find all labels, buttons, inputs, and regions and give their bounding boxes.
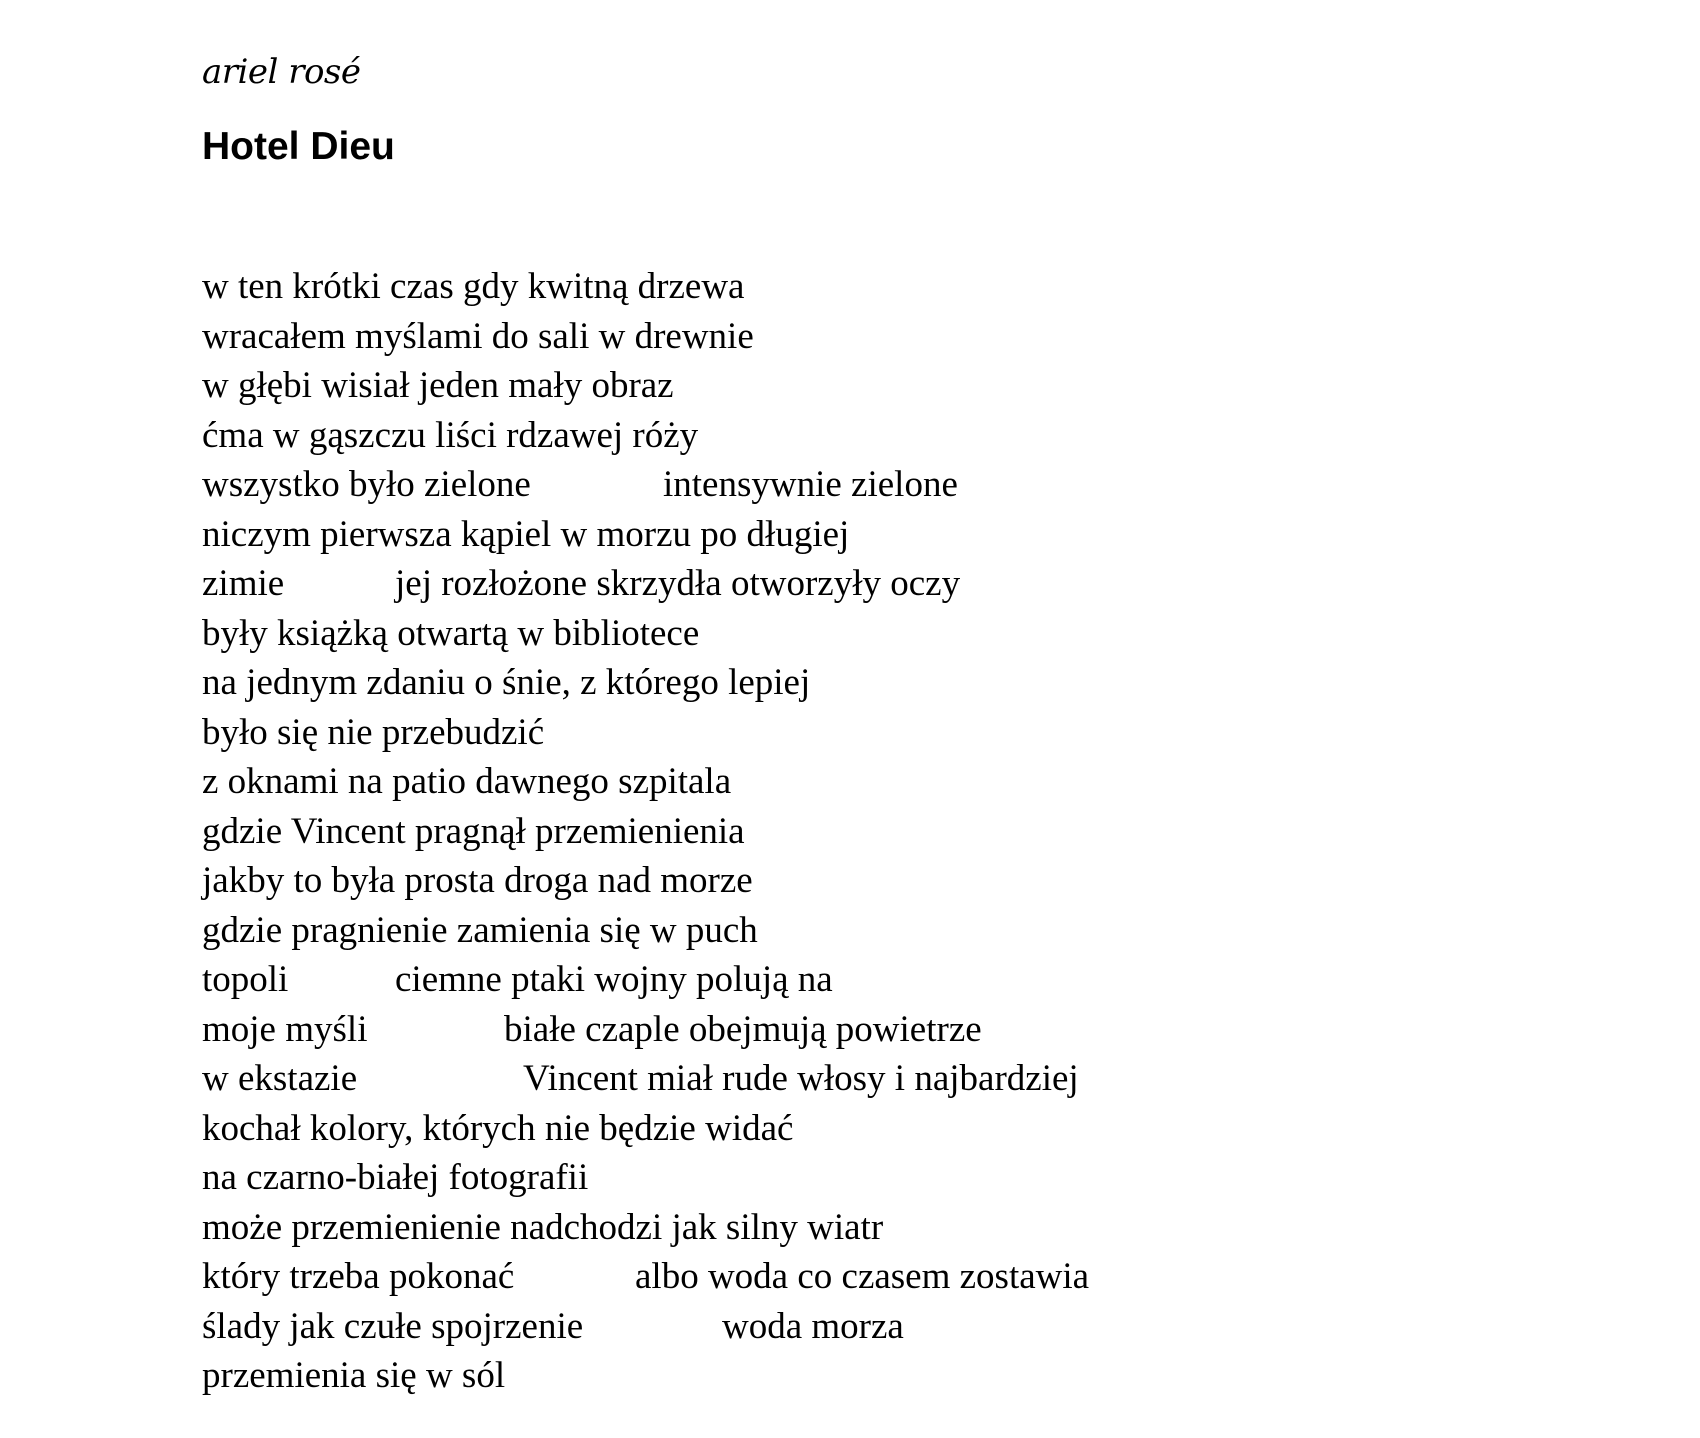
- poem-line: [202, 807, 883, 857]
- poem-line-text: jakby to była prosta droga nad morze: [202, 860, 753, 901]
- poem-line-text: w ten krótki czas gdy kwitną drzewa: [202, 266, 745, 307]
- poem-line: [202, 856, 883, 906]
- poem-line: [202, 1302, 904, 1352]
- poem-line: [202, 361, 883, 411]
- poem-line-text: gdzie pragnienie zamienia się w puch: [202, 909, 758, 951]
- poem-line-text: ćma w gąszczu liści rdzawej róży: [202, 414, 699, 456]
- poem-line: [202, 460, 958, 510]
- poem-line: [202, 955, 883, 1005]
- poem-line-continuation: intensywnie zielone: [663, 464, 958, 505]
- poem-line-continuation: Vincent miał rude włosy i najbardziej: [523, 1058, 1079, 1099]
- poem-line: [202, 757, 883, 807]
- poem-line-continuation: albo woda co czasem zostawia: [635, 1256, 1090, 1297]
- poem-line: [202, 609, 883, 659]
- poem-line-text: zimie: [202, 563, 285, 604]
- poem-line-text: przemienia się w sól: [202, 1355, 506, 1396]
- poem-line: [202, 1203, 883, 1253]
- poem-line: [202, 510, 883, 560]
- poem-line-text: wszystko było zielone: [202, 464, 531, 505]
- poem-line: [202, 411, 883, 461]
- poem-line: [202, 906, 883, 956]
- poem-line: [202, 312, 883, 362]
- poem-line-text: z oknami na patio dawnego szpitala: [202, 761, 732, 802]
- poem-line: [202, 559, 961, 609]
- poem-line: [202, 1054, 1079, 1104]
- poem-body: [202, 262, 1090, 1401]
- poem-line-continuation: woda morza: [722, 1305, 904, 1347]
- poem-line-text: topoli: [202, 959, 289, 1000]
- poem-line-text: było się nie przebudzić: [202, 711, 545, 753]
- poem-author: ariel rosé: [202, 52, 361, 92]
- poem-line: [202, 1351, 883, 1401]
- poem-line: [202, 1252, 1090, 1302]
- poem-line-text: na jednym zdaniu o śnie, z którego lepiej: [202, 662, 811, 703]
- poem-line-continuation: białe czaple obejmują powietrze: [504, 1008, 982, 1050]
- poem-line-text: w ekstazie: [202, 1058, 358, 1099]
- poem-line: [202, 708, 883, 758]
- poem-line-text: kochał kolory, których nie będzie widać: [202, 1107, 794, 1149]
- poem-line-text: może przemienienie nadchodzi jak silny wiatr: [202, 1206, 884, 1248]
- poem-line-text: na czarno-białej fotografii: [202, 1157, 589, 1198]
- poem-line: [202, 1005, 982, 1055]
- poem-line: [202, 658, 883, 708]
- poem-line-text: moje myśli: [202, 1008, 368, 1050]
- poem-line: [202, 1153, 883, 1203]
- poem-line-text: gdzie Vincent pragnął przemienienia: [202, 810, 745, 852]
- poem-title: Hotel Dieu: [202, 125, 395, 168]
- poem-line-text: niczym pierwsza kąpiel w morzu po długiej: [202, 513, 850, 555]
- poem-line: [202, 1104, 883, 1154]
- poem-line-continuation: jej rozłożone skrzydła otworzyły oczy: [395, 563, 961, 604]
- poem-line-text: były książką otwartą w bibliotece: [202, 612, 700, 654]
- poem-line-continuation: ciemne ptaki wojny polują na: [395, 959, 833, 1000]
- poem-line-text: wracałem myślami do sali w drewnie: [202, 315, 754, 357]
- poem-line-text: ślady jak czułe spojrzenie: [202, 1305, 584, 1347]
- poem-line-text: który trzeba pokonać: [202, 1256, 515, 1297]
- poem-line: [202, 262, 883, 312]
- poem-line-text: w głębi wisiał jeden mały obraz: [202, 365, 674, 406]
